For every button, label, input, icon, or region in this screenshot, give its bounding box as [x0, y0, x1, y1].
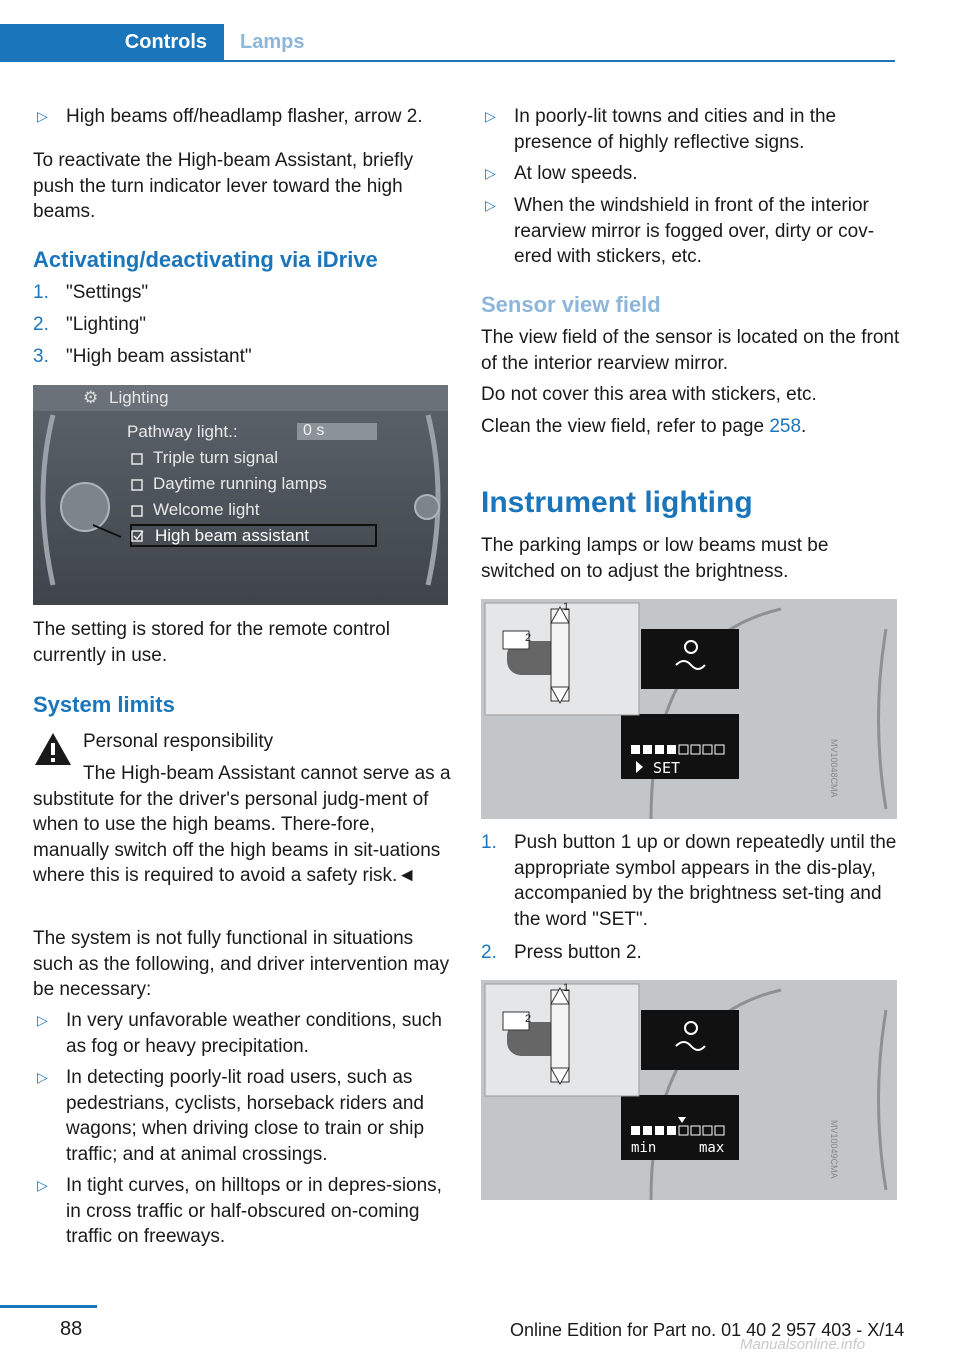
list-item: ▷ In very unfavorable weather conditions, such as fog or heavy precipitation.	[37, 1010, 442, 1057]
button-2-label: 2	[525, 632, 532, 644]
button-1-label: 1	[563, 601, 570, 613]
list-item: ▷ High beams off/headlamp flasher, arrow 2.	[33, 104, 453, 130]
pathway-label: Pathway light.:	[127, 422, 238, 441]
triangle-bullet-icon: ▷	[37, 108, 48, 124]
idrive-screen-figure	[33, 385, 448, 605]
triangle-bullet-icon: ▷	[37, 1069, 48, 1085]
not-functional-paragraph: The system is not fully functional in situations such as the following, and driver intervention may be necessary:	[33, 928, 450, 1000]
footer-divider	[0, 1305, 97, 1308]
step-item: 2. Press button 2.	[481, 942, 642, 963]
page-header	[0, 24, 895, 62]
triangle-bullet-icon: ▷	[37, 1012, 48, 1028]
list-item: ▷ When the windshield in front of the interior rearview mirror is fogged over, dirty or cov-ered with stickers, etc.	[485, 195, 875, 267]
list-item: ▷ In poorly-lit towns and cities and in the presence of highly reflective signs.	[485, 106, 837, 153]
sensor-clean-paragraph: Clean the view field, refer to page 258.	[481, 416, 807, 437]
instrument-figure-minmax	[481, 980, 897, 1200]
instrument-lighting-heading: Instrument lighting	[481, 486, 753, 519]
menu-item-triple-turn: Triple turn signal	[153, 448, 279, 467]
warning-title: Personal responsibility	[83, 731, 274, 752]
stored-paragraph: The setting is stored for the remote control currently in use.	[33, 619, 390, 666]
min-label: min	[631, 1140, 657, 1156]
page-link[interactable]: 258	[769, 416, 802, 437]
menu-item-daytime: Daytime running lamps	[153, 474, 327, 493]
figure-code: MV10048CMA	[829, 739, 839, 798]
system-limits-heading: System limits	[33, 692, 175, 717]
triangle-bullet-icon: ▷	[485, 197, 496, 213]
button-1-label: 1	[563, 982, 570, 994]
sensor-cover-paragraph: Do not cover this area with stickers, etc.	[481, 384, 817, 405]
max-label: max	[699, 1140, 725, 1156]
list-item: ▷ In detecting poorly-lit road users, such as pedestrians, cyclists, horseback riders and wagons; when driving close to train or ship traffic; and at animal crossings.	[37, 1067, 425, 1165]
set-label: SET	[653, 759, 681, 777]
idrive-heading: Activating/deactivating via iDrive	[33, 247, 378, 272]
pathway-value: 0 s	[303, 422, 325, 439]
screen-title: Lighting	[109, 388, 169, 407]
list-item: ▷ In tight curves, on hilltops or in depres-sions, in cross traffic or half-obscured on-coming traffic on freeways.	[37, 1175, 442, 1247]
idrive-screen-graphic	[33, 385, 448, 605]
sensor-paragraph: The view field of the sensor is located on the front of the interior rearview mirror.	[481, 327, 900, 374]
warning-text: The High-beam Assistant cannot serve as a substitute for the driver's personal judg-ment of when to use the high beams. There-fore, manually switch off the high beams in sit-uations where this is required to avoid a safety risk.◄	[33, 763, 451, 886]
figure-code: MV10049CMA	[829, 1120, 839, 1179]
tab-controls[interactable]: Controls	[0, 24, 224, 60]
list-item: ▷ At low speeds.	[481, 161, 901, 187]
tab-lamps[interactable]: Lamps	[240, 31, 305, 53]
triangle-bullet-icon: ▷	[485, 108, 496, 124]
header-divider	[0, 60, 895, 62]
watermark: Manualsonline.info	[740, 1336, 866, 1353]
triangle-bullet-icon: ▷	[485, 165, 496, 181]
reactivate-paragraph: To reactivate the High-beam Assistant, briefly push the turn indicator lever toward the high beams.	[33, 150, 414, 222]
page-number: 88	[60, 1318, 83, 1340]
edition-text: Online Edition for Part no. 01 40 2 957 403 - X/14	[510, 1320, 905, 1340]
instrument-figure-set	[481, 599, 897, 819]
sensor-heading: Sensor view field	[481, 292, 661, 317]
menu-item-welcome: Welcome light	[153, 500, 260, 519]
menu-item-high-beam: High beam assistant	[155, 526, 310, 545]
gear-icon: ⚙	[83, 388, 99, 407]
step-item: 1. "Settings"	[33, 282, 149, 303]
step-item: 3. "High beam assistant"	[33, 346, 252, 367]
triangle-bullet-icon: ▷	[37, 1177, 48, 1193]
button-2-label: 2	[525, 1013, 532, 1025]
step-item: 2. "Lighting"	[33, 314, 147, 335]
step-item: 1. Push button 1 up or down repeatedly until the appropriate symbol appears in the dis-play, accompanied by the brightness set-ting and the word "SET".	[481, 832, 897, 930]
instrument-paragraph: The parking lamps or low beams must be switched on to adjust the brightness.	[481, 535, 829, 582]
